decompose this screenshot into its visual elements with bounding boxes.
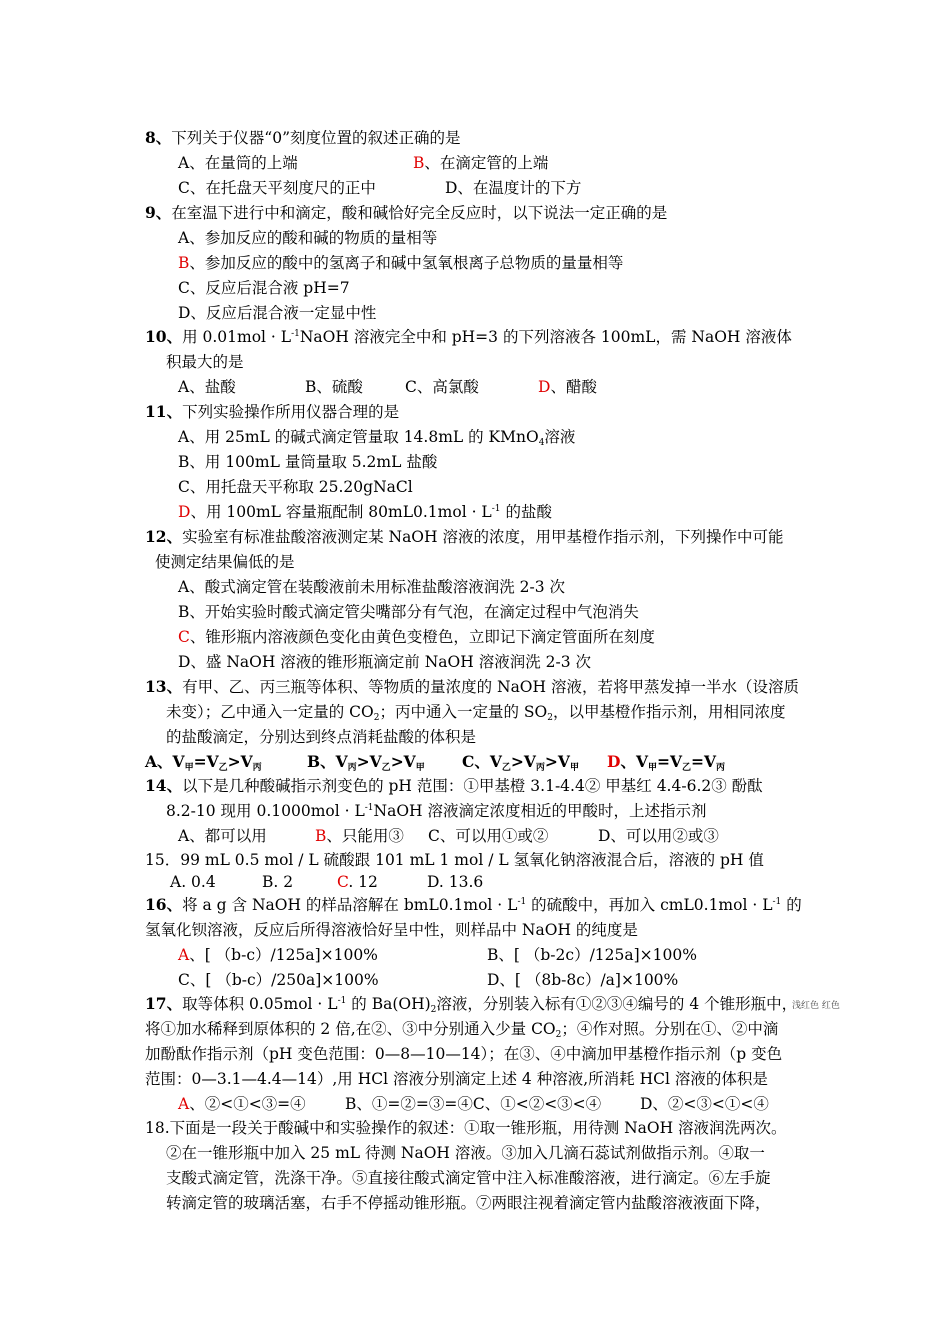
q12-option-d: D、盛 NaOH 溶液的锥形瓶滴定前 NaOH 溶液润洗 2-3 次 [178, 653, 592, 671]
q9-option-a: A、参加反应的酸和碱的物质的量相等 [178, 229, 438, 247]
q15-stem: 15．99 mL 0.5 mol / L 硫酸跟 101 mL 1 mol / L 氢氧化钠溶液混合后，溶液的 pH 值 [145, 851, 764, 869]
q13-option-c: C、$V_乙>V_丙>V_甲$ [462, 752, 579, 773]
q12-stem-cont: 使测定结果偏低的是 [155, 553, 295, 571]
q15-option-d: D. 13.6 [427, 873, 484, 891]
q9-option-c: C、反应后混合液 pH=7 [178, 279, 350, 297]
q10-option-b: B、硫酸 [305, 378, 363, 396]
q8-option-c: C、在托盘天平刻度尺的正中 [178, 179, 376, 197]
q18-stem-cont-2: 支酸式滴定管，洗涤干净。⑤直接往酸式滴定管中注入标准酸溶液，进行滴定。⑥左手旋 [166, 1169, 771, 1187]
q17-stem-cont-2: 加酚酞作指示剂（pH 变色范围：0—8—10—14）；在③、④中滴加甲基橙作指示剂（p 变色 [145, 1045, 783, 1063]
q14-option-d: D、可以用②或③ [598, 827, 719, 845]
q18-stem: 18.下面是一段关于酸碱中和实验操作的叙述：①取一锥形瓶，用待测 NaOH 溶液润洗两次。 [145, 1119, 787, 1137]
answer-marker: B [178, 254, 190, 272]
q8-option-a: A、在量筒的上端 [178, 154, 298, 172]
q14-stem: 14、以下是几种酸碱指示剂变色的 pH 范围：①甲基橙 3.1-4.4② 甲基红 4.4-6.2③ 酚酞 [145, 776, 763, 795]
q8-option-d: D、在温度计的下方 [445, 179, 582, 197]
q13-stem-cont-2: 的盐酸滴定，分别达到终点消耗盐酸的体积是 [166, 728, 477, 746]
q16-option-d: D、[ （8b-8c）/a]×100% [487, 971, 679, 989]
q13-option-a: A、$V_甲=V_乙>V_丙$ [145, 752, 262, 773]
q16-stem: 16、将 a g 含 NaOH 的样品溶解在 $bmL0.1mol \cdot L^{-1}$ 的硫酸中，再加入 $cmL0.1mol \cdot L^{-1}$ 的 [145, 895, 802, 914]
q9-option-d: D、反应后混合液一定显中性 [178, 304, 377, 322]
answer-marker: A [178, 1095, 190, 1113]
q14-option-c: C、可以用①或② [428, 827, 549, 845]
q18-stem-cont-3: 转滴定管的玻璃活塞，右手不停摇动锥形瓶。⑦两眼注视着滴定管内盐酸溶液液面下降， [166, 1194, 771, 1212]
q16-option-c: C、[ （b-c）/250a]×100% [178, 971, 379, 989]
q10-stem: 10、用 $0.01mol \cdot L^{-1}NaOH$ 溶液完全中和 pH=3 的下列溶液各 100mL，需 NaOH 溶液体 [145, 327, 792, 346]
q18-stem-cont: ②在一锥形瓶中加入 25 mL 待测 NaOH 溶液。③加入几滴石蕊试剂做指示剂。④取一 [166, 1144, 765, 1162]
q10-stem-cont: 积最大的是 [166, 353, 244, 371]
q13-option-d: D、$V_甲=V_乙=V_丙$ [607, 752, 726, 773]
q16-stem-cont: 氢氧化钡溶液，反应后所得溶液恰好呈中性，则样品中 NaOH 的纯度是 [145, 921, 638, 939]
q11-option-d: D、用 100mL 容量瓶配制 $80mL0.1mol \cdot L^{-1}$ 的盐酸 [178, 503, 552, 521]
q9-stem: 9、在室温下进行中和滴定，酸和碱恰好完全反应时，以下说法一定正确的是 [145, 203, 668, 222]
answer-marker: D [607, 752, 621, 771]
answer-marker: B [315, 827, 327, 845]
q15-option-c: C. 12 [337, 873, 378, 891]
q11-option-b: B、用 100mL 量筒量取 5.2mL 盐酸 [178, 453, 438, 471]
q10-option-d: D、醋酸 [538, 378, 597, 396]
q16-option-a: A、[ （b-c）/125a]×100% [178, 946, 378, 964]
q9-option-b: B、参加反应的酸中的氢离子和碱中氢氧根离子总物质的量量相等 [178, 254, 624, 272]
answer-marker: C [337, 873, 349, 891]
q13-stem-cont: 未变）；乙中通入一定量的 $CO_2$；丙中通入一定量的 $SO_2$，以甲基橙作指示剂，用相同浓度 [166, 703, 786, 723]
q17-option-bc: B、①=②=③=④C、①<②<③<④ [345, 1095, 602, 1113]
q12-option-a: A、酸式滴定管在装酸液前未用标准盐酸溶液润洗 2-3 次 [178, 578, 566, 596]
q13-option-b: B、$V_丙>V_乙>V_甲$ [307, 752, 425, 773]
q17-option-d: D、②<③<①<④ [640, 1095, 769, 1113]
q14-option-a: A、都可以用 [178, 827, 267, 845]
q11-option-c: C、用托盘天平称取 25.20gNaCl [178, 478, 413, 496]
q17-stem-cont-3: 范围：0—3.1—4.4—14）,用 HCl 溶液分别滴定上述 4 种溶液,所消耗 HCl 溶液的体积是 [145, 1070, 768, 1088]
q8-option-b: B、在滴定管的上端 [413, 154, 549, 172]
answer-marker: D [538, 378, 551, 396]
q17-option-a: A、②<①<③=④ [178, 1095, 306, 1113]
q11-option-a: A、用 25mL 的碱式滴定管量取 14.8mL 的 KMnO$_4$溶液 [178, 428, 576, 448]
answer-marker: C [178, 628, 190, 646]
answer-marker: A [178, 946, 190, 964]
q17-margin-note: 浅红色 红色 [792, 1001, 840, 1011]
q17-stem: 17、取等体积 $0.05mol \cdot L^{-1}$ 的 $Ba(OH)_2$溶液，分别装入标有①②③④编号的 4 个锥形瓶中， [145, 994, 798, 1015]
q11-stem: 11、下列实验操作所用仪器合理的是 [145, 402, 400, 421]
q15-option-b: B. 2 [262, 873, 294, 891]
answer-marker: B [413, 154, 425, 172]
q15-option-a: A. 0.4 [170, 873, 216, 891]
q13-stem: 13、有甲、乙、丙三瓶等体积、等物质的量浓度的 NaOH 溶液，若将甲蒸发掉一半水（设溶质 [145, 677, 799, 696]
q10-option-c: C、高氯酸 [405, 378, 479, 396]
q14-option-b: B、只能用③ [315, 827, 404, 845]
answer-marker: D [178, 503, 191, 521]
q16-option-b: B、[ （b-2c）/125a]×100% [487, 946, 697, 964]
q17-stem-cont: 将①加水稀释到原体积的 2 倍,在②、③中分别通入少量 $CO_2$；④作对照。分别在①、②中滴 [145, 1020, 779, 1040]
q14-stem-cont: 8.2-10 现用 $0.1000mol \cdot L^{-1}NaOH$ 溶液滴定浓度相近的甲酸时，上述指示剂 [166, 802, 707, 820]
q10-option-a: A、盐酸 [178, 378, 236, 396]
q12-stem: 12、实验室有标准盐酸溶液测定某 NaOH 溶液的浓度，用甲基橙作指示剂，下列操作中可能 [145, 527, 784, 546]
q12-option-b: B、开始实验时酸式滴定管尖嘴部分有气泡，在滴定过程中气泡消失 [178, 603, 639, 621]
q8-stem: 8、下列关于仪器“0”刻度位置的叙述正确的是 [145, 128, 461, 147]
q12-option-c: C、锥形瓶内溶液颜色变化由黄色变橙色，立即记下滴定管面所在刻度 [178, 628, 655, 646]
